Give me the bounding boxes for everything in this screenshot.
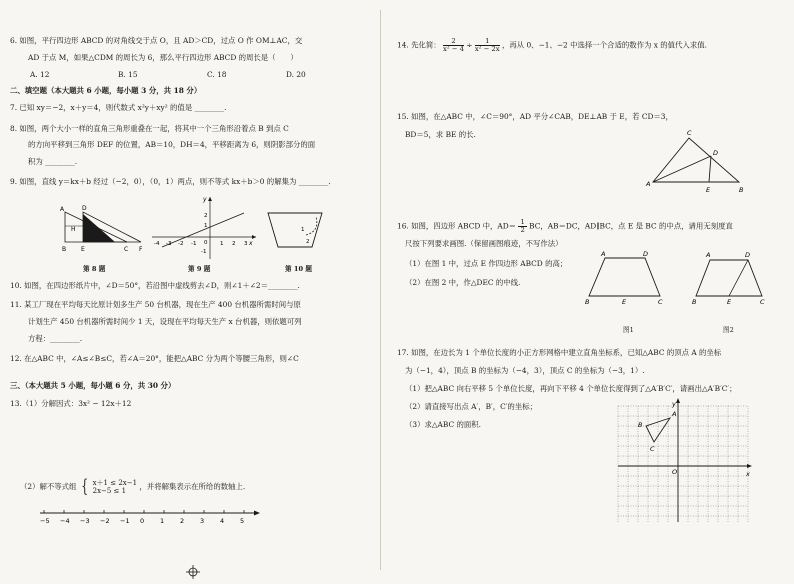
fig9-label-x: x xyxy=(249,240,253,247)
fig8-label-d: D xyxy=(82,205,87,212)
q14 xyxy=(397,38,707,53)
number-line xyxy=(40,505,262,531)
q16-item2: （2）在图 2 中，作△DEC 的中线. xyxy=(405,278,521,287)
fig9-label-y: y xyxy=(203,196,207,203)
fig9-tick-x-3: 3 xyxy=(244,241,248,247)
q12: 12. 在△ABC 中，∠A≤∠B≤C，若∠A＝20°，能把△ABC 分为两个等腰三角形，则∠C xyxy=(10,354,299,363)
number-line-label: 5 xyxy=(240,517,245,525)
fig9-tick-x-1: 1 xyxy=(220,241,224,247)
q14-f2-numerator: 1 xyxy=(475,38,500,46)
q17-line1: 17. 如图，在边长为 1 个单位长度的小正方形网格中建立直角坐标系，已知△ABC 的顶点 A 的坐标 xyxy=(397,348,722,357)
q10: 10. 如图，在四边形纸片中，∠D＝50°，若沿图中虚线剪去∠D，则∠1＋∠2＝________. xyxy=(10,281,300,290)
figure-16-2 xyxy=(692,248,772,308)
q17-item1: （1）把△ABC 向右平移 5 个单位长度，再向下平移 4 个单位长度得到了△A′B′C′，请画出△A′B′C′； xyxy=(405,384,737,393)
fig10-cut-line xyxy=(306,217,317,235)
number-line-arrow xyxy=(254,511,260,516)
q14-prefix: 14. 先化简： xyxy=(397,40,441,50)
fig9-tick-x-neg4: -4 xyxy=(154,241,160,247)
fig17-label-b: B xyxy=(638,421,643,429)
fig15-label-a: A xyxy=(646,180,651,188)
q6-line2: AD 于点 M，如果△CDM 的周长为 6，那么平行四边形 ABCD 的周长是（ ） xyxy=(28,53,298,62)
fig16-1-caption: 图1 xyxy=(623,326,634,334)
number-line-label: −4 xyxy=(60,517,70,525)
fig9-origin: 0 xyxy=(204,240,208,246)
number-line-label: 2 xyxy=(180,517,185,525)
q16-half-numerator: 1 xyxy=(520,218,525,226)
figure-17-grid xyxy=(612,396,760,526)
number-line-label: −1 xyxy=(120,517,130,525)
fig16-2-label-b: B xyxy=(692,298,697,306)
fig10-caption: 第 10 题 xyxy=(285,265,312,273)
fig8-label-f: F xyxy=(139,246,143,253)
number-line-label: 3 xyxy=(200,517,205,525)
q11-line3: 方程：________. xyxy=(28,334,83,343)
q15-line1: 15. 如图，在△ABC 中，∠C＝90°，AD 平分∠CAB，DE⊥AB 于 E，若 CD＝3， xyxy=(397,112,673,121)
q11-line2: 计划生产 450 台机器所需时间少 1 天，设现在平均每天生产 x 台机器，则依题可列 xyxy=(28,317,302,326)
fig17-origin: O xyxy=(672,468,678,476)
q16-half-fraction xyxy=(518,219,526,234)
q16-line1-a: 16. 如图，四边形 ABCD 中，AD＝ xyxy=(397,221,517,231)
fig9-tick-y-2: 2 xyxy=(204,213,208,219)
fig17-y-arrow xyxy=(676,398,680,403)
number-line-label: 0 xyxy=(140,517,145,525)
fig15-perpendicular-de xyxy=(709,156,711,182)
q6-option-b: B. 15 xyxy=(118,70,138,79)
number-line-label: −3 xyxy=(80,517,90,525)
q16-line1 xyxy=(397,219,733,234)
fig16-1-label-d: D xyxy=(643,250,649,258)
fig8-label-a: A xyxy=(60,206,65,213)
q14-f1-denominator: x² − 4 xyxy=(443,44,464,53)
fig9-tick-x-2: 2 xyxy=(232,241,236,247)
q14-suffix: ，再从 0、−1、−2 中选择一个合适的数作为 x 的值代入求值. xyxy=(501,40,707,50)
q8-line2: 的方向平移到三角形 DEF 的位置，AB＝10，DH＝4，平移距离为 6，则阴影部分的面 xyxy=(28,140,316,149)
number-line-ticks xyxy=(40,510,244,525)
fig16-1-label-a: A xyxy=(601,250,606,258)
q6-option-a: A. 12 xyxy=(30,70,50,79)
fig10-angle-2: 2 xyxy=(306,239,310,245)
fig16-2-caption: 图2 xyxy=(723,326,734,334)
fig16-1-trapezoid xyxy=(589,258,660,296)
section-3-heading: 三、（本大题共 5 小题，每小题 6 分，共 30 分） xyxy=(10,381,176,390)
fig9-caption: 第 9 题 xyxy=(188,265,211,273)
fig9-y-arrow xyxy=(208,197,212,201)
q6-option-d: D. 20 xyxy=(286,70,306,79)
system-brace-icon: { xyxy=(81,476,88,497)
fig15-label-e: E xyxy=(706,186,711,194)
fig15-label-d: D xyxy=(713,149,719,157)
q11-line1: 11. 某工厂现在平均每天比原计划多生产 50 台机器，现在生产 400 台机器所需时间与原 xyxy=(10,300,301,309)
q17-line2: 为（−1，4），顶点 B 的坐标为（−4，3），顶点 C 的坐标为（−3，1）. xyxy=(405,366,645,375)
q13-part2-prefix: （2）解不等式组 xyxy=(20,482,77,491)
fig15-triangle-abc xyxy=(653,138,739,182)
fig17-label-x: x xyxy=(746,470,750,478)
fig10-angle-1: 1 xyxy=(301,227,305,233)
figure-8 xyxy=(55,200,145,258)
fig17-triangle-abc xyxy=(646,418,670,442)
fig8-label-c: C xyxy=(124,246,129,253)
figure-10 xyxy=(262,205,332,257)
fig16-2-label-e: E xyxy=(727,298,732,306)
fig9-tick-x-neg3: -3 xyxy=(166,241,172,247)
q14-fraction-2 xyxy=(475,38,500,53)
fig8-label-h: H xyxy=(71,226,76,233)
q13-part1: 13.（1）分解因式：3x² − 12x＋12 xyxy=(10,399,132,408)
q6-option-c: C. 18 xyxy=(207,70,227,79)
figure-15 xyxy=(643,126,755,196)
inequality-1: x＋1 ≤ 2x−1 xyxy=(92,478,138,487)
fig9-tick-y-neg1: -1 xyxy=(201,249,207,255)
fig9-tick-x-neg1: -1 xyxy=(191,241,197,247)
q8-line1: 8. 如图，两个大小一样的直角三角形重叠在一起，将其中一个三角形沿着点 B 到点 C xyxy=(10,124,289,133)
fig15-bisector-ad xyxy=(653,156,711,182)
q17-item3: （3）求△ABC 的面积. xyxy=(405,420,481,429)
fig16-1-label-c: C xyxy=(658,298,663,306)
q14-fraction-1 xyxy=(443,38,464,53)
q15-line2: BD＝5，求 BE 的长. xyxy=(405,130,476,139)
q14-f1-numerator: 2 xyxy=(443,38,464,46)
q16-half-denominator: 2 xyxy=(520,225,525,234)
fig15-label-c: C xyxy=(687,129,692,137)
figure-9 xyxy=(148,193,260,261)
figure-16-1 xyxy=(585,248,665,308)
q13-part2-suffix: ，并将解集表示在所给的数轴上. xyxy=(139,482,246,491)
fig10-quadrilateral xyxy=(268,213,322,247)
q7: 7. 已知 xy＝−2，x＋y＝4，则代数式 x²y＋xy² 的值是 ________. xyxy=(10,103,227,112)
inequality-2: 2x−5 ≤ 1 xyxy=(92,487,127,495)
inequality-system xyxy=(93,479,137,495)
number-line-label: −5 xyxy=(40,517,50,525)
q16-item1: （1）在图 1 中，过点 E 作四边形 ABCD 的高； xyxy=(405,259,568,268)
fig16-1-label-e: E xyxy=(622,298,627,306)
q6-line1: 6. 如图，平行四边形 ABCD 的对角线交于点 O，且 AD＞CD，过点 O 作 OM⊥AC，交 xyxy=(10,36,303,45)
fig8-shaded-region xyxy=(83,214,115,242)
q16-line1-b: BC，AB＝DC，AD∥BC，点 E 是 BC 的中点，请用无刻度直 xyxy=(529,221,733,231)
fig16-2-label-c: C xyxy=(760,298,765,306)
fig9-x-arrow xyxy=(252,235,256,239)
fig9-tick-x-neg2: -2 xyxy=(178,241,184,247)
q8-line3: 积为 ________. xyxy=(28,157,78,166)
registration-mark-icon xyxy=(186,565,200,579)
q16-line2: 尺按下列要求画图.（保留画图痕迹，不写作法） xyxy=(405,239,563,248)
q17-item2: （2）请直接写出点 A′，B′，C′的坐标； xyxy=(405,402,537,411)
q14-f2-denominator: x² − 2x xyxy=(474,44,500,53)
fig16-2-label-d: D xyxy=(745,251,751,259)
q9: 9. 如图，直线 y＝kx＋b 经过（−2，0），（0，1）两点，则不等式 kx＋b＞0 的解集为 ________. xyxy=(10,177,331,186)
fig17-x-arrow xyxy=(747,464,752,468)
q14-operator: ÷ xyxy=(466,40,473,50)
fig17-label-a: A xyxy=(672,410,677,418)
q13-part2 xyxy=(20,478,245,496)
fig16-2-label-a: A xyxy=(706,251,711,259)
fig16-2-trapezoid xyxy=(696,260,762,296)
fig9-tick-y-1: 1 xyxy=(204,223,208,229)
fig16-2-segment-de xyxy=(729,260,748,296)
page-fold-line xyxy=(380,10,381,570)
fig8-label-b: B xyxy=(62,246,67,253)
fig8-label-e: E xyxy=(81,246,85,253)
fig8-caption: 第 8 题 xyxy=(83,265,106,273)
fig17-label-c: C xyxy=(650,445,655,453)
fig16-1-label-b: B xyxy=(585,298,590,306)
number-line-label: 4 xyxy=(220,517,225,525)
section-2-heading: 二、填空题（本大题共 6 小题，每小题 3 分，共 18 分） xyxy=(10,86,202,95)
number-line-label: −2 xyxy=(100,517,110,525)
number-line-label: 1 xyxy=(160,517,165,525)
fig15-label-b: B xyxy=(739,186,744,194)
fig17-label-y: y xyxy=(672,400,676,408)
